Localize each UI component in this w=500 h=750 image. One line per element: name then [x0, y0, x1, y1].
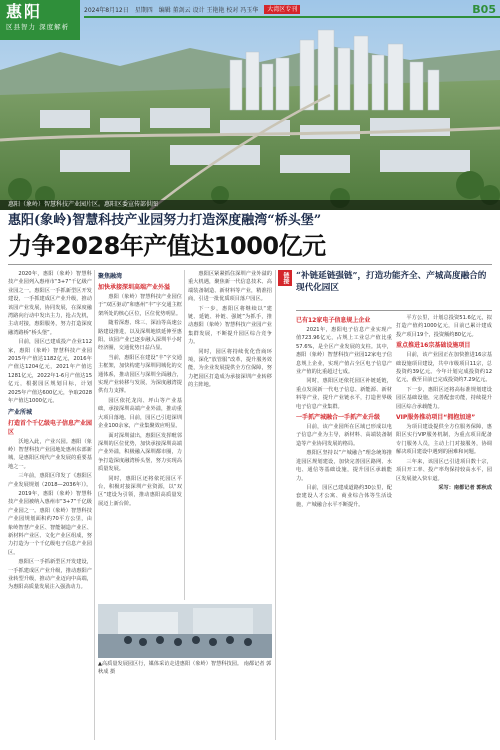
paragraph: 当前，惠阳区在建设“丰”字交通主框架，加快构建与深圳同城化的交通体系，推动园区与深圳全面融合，实现产业转移与发展，为深度融湾提供有力支撑。	[98, 354, 182, 395]
page-number: B05	[472, 2, 496, 16]
paragraph: 2021年，惠阳电子信息产业实现产值723.96亿元，占规上工业总产值比重57.6%，是全区产业发展的支柱。其中，惠阳（象岭）智慧科技产业园12家电子信息规上企业，实现产值占全区电子信息产业产值的比重超过七成。	[296, 327, 392, 376]
section-label: 聚焦融湾	[98, 273, 123, 280]
photo-caption: 惠阳（象岭）智慧科技产业园片区。惠阳区委宣传部供图	[0, 200, 500, 210]
masthead-rule	[84, 16, 500, 18]
paragraph: 2020年，惠阳（象岭）智慧科技产业园列入惠州市“3+7”千亿级产业园之一。惠阳区一手抓新型区开发建设，一手抓建成区产业升级，推动该园产业发展，协同发展，在深度融湾路向行动中发出主力，抢占先机，主动对接，惠阳服务，努力打造深度融湾路桥“桥头堡”。	[8, 271, 92, 336]
issue-weekday: 星期四	[134, 6, 153, 14]
editors-line: 编辑 董剑云 设计 王艳艳 校对 冯玉华	[158, 6, 259, 14]
inset-photo	[98, 604, 272, 658]
paragraph: 惠阳区一手抓新型区开发建设，一手抓建成区产业升级，推动惠阳产业转型升级，推动产业迈向中高端，为惠阳高质量发展注入强劲动力。	[8, 559, 92, 591]
paragraph: 园区依托龙岗、坪山等产业基础，承接深圳高端产业外溢，推动重大项目落地。目前，园区已引进深圳企业100余家，产业集聚效应明显。	[98, 397, 182, 430]
section-label: 产业所城	[8, 408, 33, 416]
paragraph: 平方公里，计划总投资51.6亿元，拟打造产值约1000亿元，目前已累计建成投产项目19个，投资额约80亿元。	[396, 315, 492, 338]
issue-date: 2024年8月12日	[84, 6, 129, 14]
headline-rule	[8, 264, 492, 265]
paragraph: 三年前，惠阳区印发了《惠阳区产业发展规划（2018—2036年）》。	[8, 473, 92, 488]
column-divider	[94, 270, 95, 740]
paragraph: 面对深圳溢出，惠阳区发挥毗邻深圳的区位优势，加快承接深圳高端产业外溢，积极融入深圳都市圈，力争打造深度融湾桥头堡，努力实现高质量发展。	[98, 432, 182, 473]
event-photo	[98, 604, 272, 658]
section-tag: 大湾区专刊	[264, 5, 300, 14]
section-heading: 加快承接深圳高端产业外溢	[98, 284, 171, 291]
paragraph: 同时，园区将持续优化营商环境，深化“放管服”改革，提升服务效能，为企业发展提供全方位保障，努力把园区打造成为承接深圳产业转移的主阵地。	[188, 348, 272, 389]
inset-caption: ▲高质量发展园区行，媒体采访走进惠阳（象岭）智慧科技园。 南都记者 郭秋成 摄	[98, 661, 272, 675]
section-heading: 重点推进16宗基础设施项目	[396, 342, 471, 350]
paragraph: 惠阳（象岭）智慧科技产业园位于“双区驱动”和惠州“丰”字交通主框架所处的核心区位，区位优势明显。	[98, 294, 182, 317]
sidebar-article	[278, 270, 492, 746]
section-heading: 已有12家电子信息规上企业	[296, 317, 371, 324]
paragraph: 随着深惠、珠三、深汕等高速公路建设推进，以及深圳地铁延伸至惠阳，该园产业已逐步融入深圳半小时经济圈，交通优势日益凸显。	[98, 320, 182, 352]
section-heading: 打造首个千亿级电子信息产业园区	[8, 419, 92, 436]
paragraph: 惠阳区紧紧抓住深圳产业外溢的重大机遇，聚焦新一代信息技术、高端装备制造、新材料等产业，精准招商，引进一批优质项目落户园区。	[188, 271, 272, 303]
meta-bar	[84, 2, 500, 16]
paragraph: 目前，该产业园所在区域已形成以电子信息产业为主导，新材料、高端装备制造等产业协同发展的格局。	[296, 424, 392, 447]
brand-slogan: 区县智力 深度解析	[6, 23, 70, 31]
kicker-headline: 惠阳(象岭)智慧科技产业园努力打造深度融湾“桥头堡”	[8, 213, 322, 228]
byline: 采写：南都记者 郭秋成	[438, 484, 492, 491]
paragraph: 目前，园区已建成投产企业112家，惠阳（象岭）智慧科技产业园2015年产值达1182亿元，2016年产值达1204亿元，2021年产值达1281亿元，2022年1-6月产值达15亿元，根据园区规划目标，计划2025年产值达600亿元，争取2028年产值达1000亿元。	[8, 339, 92, 405]
paragraph: 2019年，惠阳（象岭）智慧科技产业园被纳入惠州市“3+7”千亿级产业园之一。惠阳（象岭）智慧科技产业园规划面积约70平方公里，由象岭智慧产业区、智能制造产业区、新材料产业区、文化产业区组成，努力打造为一个千亿级电子信息产业园区。	[8, 490, 92, 556]
masthead	[0, 0, 500, 58]
sidebar-column-a	[296, 314, 392, 746]
paragraph: 同时，惠阳区还将依托园区平台，积极对接深圳产业资源，以“双区”建设为引领，推动惠阳高质量发展迈上新台阶。	[98, 475, 182, 507]
sidebar-title: “补链延链强链”，打造功能齐全、产城高度融合的现代化园区	[296, 271, 487, 293]
paragraph: 沃地入此，产业兴园。惠阳（象岭）智慧科技产业园地处惠州东部新城，是惠阳区现代产业发展的重要基地之一。	[8, 438, 92, 470]
section-heading: 一手抓产城融合一手抓产业升级	[296, 414, 381, 422]
column-divider	[184, 270, 185, 600]
paragraph: 目前，园区已建成道路约30公里，配套建设人才公寓、商业综合体等生活设施，产城融合水平不断提升。	[296, 484, 392, 508]
article-column-1	[8, 270, 92, 746]
paragraph: 同时，惠阳区还依托园区补链延链，重点发展新一代电子信息、新能源、新材料等产业，提升产业链水平，打造世界级电子信息产业集群。	[296, 378, 392, 410]
paragraph: 三年来，该园区已引进项目数十宗，项目开工率、投产率均保持较高水平，园区发展驶入快车道。	[396, 458, 492, 482]
paragraph: 下一步，惠阳区还将高标准规划建设园区基础设施，完善配套功能，持续提升园区综合承载能力。	[396, 386, 492, 410]
paragraph: 目前，该产业园正在加快推进16宗基础设施项目建设，共中市级项目11宗，总投资约39亿元。今年计划完成投资约12亿元，截至目前已完成投资约7.29亿元。	[396, 352, 492, 384]
sidebar-label: 链接	[278, 270, 292, 286]
sidebar-column-b	[396, 314, 492, 746]
paragraph: 为项目建设提供全方位服务保障，惠阳区实行VIP服务机制，为重点项目配备专门服务人员，主动上门对接服务，协调解决项目建设中遇到的困难和问题。	[396, 424, 492, 456]
sidebar-rule	[296, 310, 492, 311]
brand-box	[0, 0, 80, 40]
section-heading: VIP服务推动项目“拥抱加速”	[396, 414, 476, 422]
article-column-2	[98, 270, 182, 600]
column-divider	[275, 270, 276, 740]
main-headline: 力争2028年产值达1000亿元	[8, 232, 326, 260]
paragraph: 下一步，惠阳区将继续以“建链、延链、补链、强链”为抓手，推动惠阳（象岭）智慧科技产业园产业集群发展，不断提升园区综合竞争力。	[188, 305, 272, 346]
brand-title: 惠阳	[6, 2, 43, 21]
article-column-3	[188, 270, 272, 600]
paragraph: 惠阳区坚持以“产城融合”理念统筹推进园区规划建设，加快完善园区路网、水电、通信等基础设施，提升园区承载能力。	[296, 450, 392, 482]
